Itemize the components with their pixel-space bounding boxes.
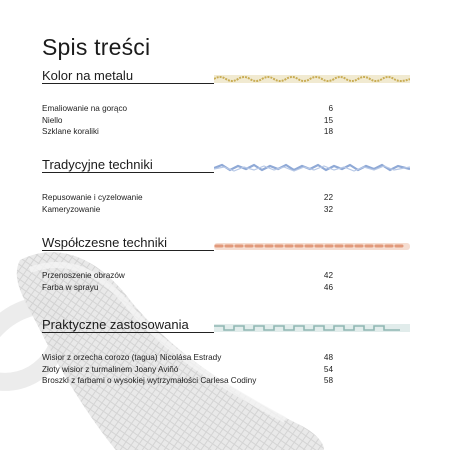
toc-section	[0, 317, 450, 388]
entry-title: Emaliowanie na gorąco	[42, 104, 128, 113]
section-title: Praktyczne zastosowania	[42, 317, 189, 332]
toc-entry[interactable]	[0, 205, 450, 217]
entry-page-number: 48	[323, 353, 333, 362]
entry-title: Kameryzowanie	[42, 204, 101, 214]
entry-page-number: 54	[323, 364, 333, 374]
section-divider	[42, 332, 214, 333]
entry-title: Przenoszenie obrazów	[42, 271, 125, 280]
toc-entry[interactable]	[0, 353, 450, 365]
section-divider	[42, 172, 214, 173]
decorative-swatch	[214, 241, 410, 251]
entry-page-number: 18	[323, 127, 333, 136]
entry-title: Farba w sprayu	[42, 282, 99, 292]
entry-title: Wisior z orzecha corozo (tagua) Nicolása Estrady	[42, 353, 222, 362]
toc-entry[interactable]	[0, 376, 450, 388]
entry-page-number: 6	[328, 104, 333, 113]
entry-page-number: 58	[323, 376, 333, 385]
section-title: Tradycyjne techniki	[42, 157, 153, 172]
entry-title: Broszki z farbami o wysokiej wytrzymałości Carlesa Codiny	[42, 376, 257, 385]
entry-title: Niello	[42, 115, 63, 125]
page-title: Spis treści	[42, 34, 151, 60]
entry-title: Złoty wisior z turmalinem Joany Aviñó	[42, 364, 179, 374]
section-divider	[42, 83, 214, 84]
entry-page-number: 22	[323, 193, 333, 202]
decorative-swatch	[214, 163, 410, 173]
entry-page-number: 46	[323, 282, 333, 292]
section-title: Kolor na metalu	[42, 68, 134, 83]
entry-page-number: 15	[323, 115, 333, 125]
toc-entry[interactable]	[0, 365, 450, 377]
decorative-swatch	[214, 323, 410, 333]
toc-entry[interactable]	[0, 193, 450, 205]
entry-page-number: 42	[323, 271, 333, 280]
entry-title: Szklane koraliki	[42, 127, 99, 136]
toc-entry[interactable]	[0, 116, 450, 128]
entry-page-number: 32	[323, 204, 333, 214]
toc-entry[interactable]	[0, 283, 450, 295]
toc-entry[interactable]	[0, 127, 450, 139]
toc-section	[0, 157, 450, 216]
toc-section	[0, 235, 450, 294]
section-divider	[42, 250, 214, 251]
section-title: Współczesne techniki	[42, 235, 167, 250]
entry-title: Repusowanie i cyzelowanie	[42, 193, 143, 202]
toc-entry[interactable]	[0, 271, 450, 283]
toc-section	[0, 68, 450, 139]
toc-entry[interactable]	[0, 104, 450, 116]
decorative-swatch	[214, 74, 410, 84]
